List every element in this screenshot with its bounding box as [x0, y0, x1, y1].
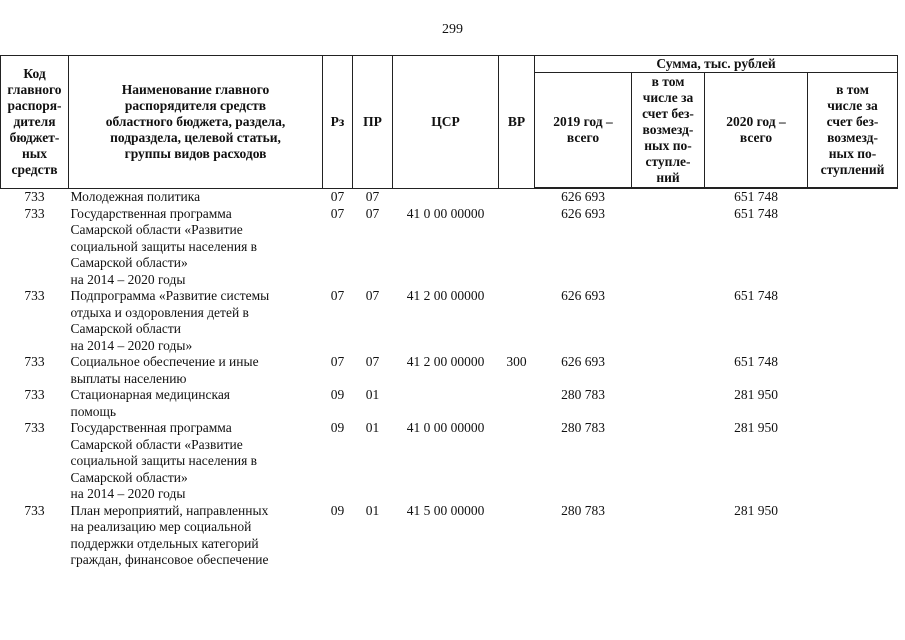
name-line: социальной защиты населения в — [70, 238, 258, 254]
header-name — [69, 56, 323, 189]
header-sum: Сумма, тыс. рублей — [535, 56, 898, 73]
cell-code: 733 — [24, 205, 45, 221]
name-line: на 2014 – 2020 годы — [70, 486, 186, 501]
cell-free-2020 — [808, 206, 898, 289]
cell-pr: 01 — [365, 420, 380, 435]
header-line: Наименование главного — [121, 81, 270, 97]
header-line: числе за — [642, 90, 694, 105]
cell-pr: 07 — [365, 188, 380, 204]
cell-rz: 09 — [330, 387, 345, 402]
header-pr: ПР — [353, 56, 393, 189]
cell-vr — [499, 188, 535, 206]
header-line: счет без- — [642, 106, 694, 121]
name-line: Самарской области «Развитие — [70, 436, 243, 452]
header-line: распоря- — [7, 97, 62, 113]
cell-csr: 41 5 00 00000 — [406, 502, 485, 518]
cell-rz: 09 — [330, 420, 345, 435]
cell-rz: 07 — [330, 288, 345, 303]
cell-free-2019 — [632, 420, 705, 503]
name-line: Самарской области «Развитие — [70, 222, 243, 237]
name-line: граждан, финансовое обеспечение — [70, 552, 269, 567]
cell-vr: 300 — [506, 354, 527, 369]
header-line: возмезд- — [642, 122, 694, 137]
header-2019-free — [632, 73, 705, 189]
cell-sum-2020: 651 748 — [734, 205, 778, 221]
table-row — [1, 188, 898, 206]
cell-code: 733 — [24, 387, 45, 402]
header-code — [1, 56, 69, 189]
header-line: ных по- — [828, 146, 877, 161]
cell-code: 733 — [24, 420, 45, 435]
header-line: ных — [21, 145, 48, 161]
cell-name — [69, 206, 323, 289]
cell-csr — [393, 387, 499, 420]
cell-pr: 01 — [365, 387, 380, 402]
cell-sum-2020: 281 950 — [734, 387, 778, 402]
cell-sum-2019: 626 693 — [561, 354, 605, 369]
cell-code: 733 — [24, 288, 45, 303]
cell-vr — [499, 387, 535, 420]
header-line: всего — [566, 130, 600, 145]
name-line: Самарской области — [70, 321, 182, 336]
header-line: всего — [739, 130, 773, 145]
header-line: распорядителя средств — [124, 97, 267, 113]
cell-csr — [393, 188, 499, 206]
cell-csr: 41 0 00 00000 — [406, 205, 485, 221]
cell-name — [69, 420, 323, 503]
cell-pr: 01 — [365, 502, 380, 518]
cell-free-2019 — [632, 354, 705, 387]
header-line: ний — [656, 170, 680, 185]
header-line: областного бюджета, раздела, — [105, 113, 286, 129]
cell-free-2019 — [632, 288, 705, 354]
cell-name — [69, 288, 323, 354]
cell-sum-2019: 626 693 — [561, 288, 605, 303]
header-rz: Рз — [323, 56, 353, 189]
name-line: Стационарная медицинская — [70, 387, 231, 402]
header-line: счет без- — [826, 114, 879, 129]
header-line: в том — [836, 82, 869, 97]
cell-rz: 09 — [330, 502, 345, 518]
cell-vr — [499, 206, 535, 289]
cell-free-2020 — [808, 387, 898, 420]
cell-rz: 07 — [330, 188, 345, 204]
table-row — [1, 420, 898, 503]
name-line: План мероприятий, направленных — [70, 502, 269, 518]
name-line: поддержки отдельных категорий — [70, 535, 259, 551]
cell-csr: 41 2 00 00000 — [406, 288, 485, 303]
cell-pr: 07 — [365, 354, 380, 369]
cell-sum-2020: 651 748 — [734, 189, 778, 204]
cell-pr: 07 — [365, 205, 380, 221]
header-line: ступлений — [820, 162, 885, 177]
name-line: Государственная программа — [70, 205, 232, 221]
header-line: подраздела, целевой статьи, — [110, 129, 281, 145]
name-line: Подпрограмма «Развитие системы — [70, 288, 270, 303]
name-line: Молодежная политика — [70, 188, 201, 204]
table-body — [1, 188, 898, 569]
cell-sum-2020: 651 748 — [734, 354, 778, 369]
header-vr: ВР — [499, 56, 535, 189]
cell-name — [69, 503, 323, 569]
name-line: Государственная программа — [70, 420, 232, 435]
header-2019-total — [535, 73, 632, 189]
cell-free-2019 — [632, 503, 705, 569]
cell-vr — [499, 288, 535, 354]
name-line: на 2014 – 2020 годы — [70, 271, 186, 287]
budget-table — [0, 55, 898, 569]
cell-vr — [499, 503, 535, 569]
header-line: возмезд- — [827, 130, 878, 145]
cell-code: 733 — [24, 502, 45, 518]
cell-free-2020 — [808, 503, 898, 569]
cell-sum-2020: 651 748 — [734, 288, 778, 303]
cell-free-2019 — [632, 387, 705, 420]
header-csr: ЦСР — [393, 56, 499, 189]
cell-free-2020 — [808, 188, 898, 206]
name-line: Самарской области» — [70, 469, 188, 485]
header-2020-total — [705, 73, 808, 189]
cell-sum-2019: 280 783 — [561, 387, 605, 402]
cell-name — [69, 188, 323, 206]
cell-code: 733 — [24, 354, 45, 369]
name-line: на 2014 – 2020 годы» — [70, 337, 193, 353]
name-line: на реализацию мер социальной — [70, 519, 252, 534]
name-line: выплаты населению — [70, 370, 187, 386]
header-2020-free — [808, 73, 898, 189]
header-line: Код — [23, 65, 46, 81]
header-line: 2019 год – — [553, 114, 613, 129]
cell-csr: 41 2 00 00000 — [406, 354, 485, 369]
header-line: 2020 год – — [726, 114, 786, 129]
name-line: Самарской области» — [70, 255, 188, 270]
page-number: 299 — [442, 22, 463, 37]
cell-sum-2019: 280 783 — [561, 420, 605, 435]
header-line: ступле- — [645, 154, 691, 169]
cell-sum-2020: 281 950 — [734, 420, 778, 435]
name-line: социальной защиты населения в — [70, 453, 258, 468]
cell-code: 733 — [24, 188, 45, 204]
cell-sum-2019: 280 783 — [561, 502, 605, 518]
cell-sum-2019: 626 693 — [561, 189, 605, 204]
name-line: отдыха и оздоровления детей в — [70, 304, 249, 320]
header-line: главного — [7, 81, 62, 97]
cell-sum-2020: 281 950 — [734, 502, 778, 518]
cell-free-2020 — [808, 288, 898, 354]
table-row — [1, 206, 898, 289]
header-line: ных по- — [644, 138, 692, 153]
cell-free-2020 — [808, 354, 898, 387]
cell-pr: 07 — [365, 288, 380, 303]
cell-vr — [499, 420, 535, 503]
cell-rz: 07 — [330, 354, 345, 369]
cell-csr: 41 0 00 00000 — [406, 420, 485, 435]
header-line: числе за — [827, 98, 878, 113]
header-line: средств — [11, 161, 58, 177]
cell-name — [69, 354, 323, 387]
name-line: Социальное обеспечение и иные — [70, 354, 259, 369]
cell-name — [69, 387, 323, 420]
header-line: бюджет- — [9, 129, 60, 145]
header-line: группы видов расходов — [124, 145, 267, 161]
table-row — [1, 354, 898, 387]
name-line: помощь — [70, 403, 117, 419]
cell-sum-2019: 626 693 — [561, 205, 605, 221]
table-row — [1, 288, 898, 354]
table-row — [1, 503, 898, 569]
cell-rz: 07 — [330, 205, 345, 221]
cell-free-2019 — [632, 206, 705, 289]
header-line: дителя — [13, 113, 56, 129]
cell-free-2020 — [808, 420, 898, 503]
table-row — [1, 387, 898, 420]
cell-free-2019 — [632, 188, 705, 206]
header-line: в том — [651, 74, 685, 89]
